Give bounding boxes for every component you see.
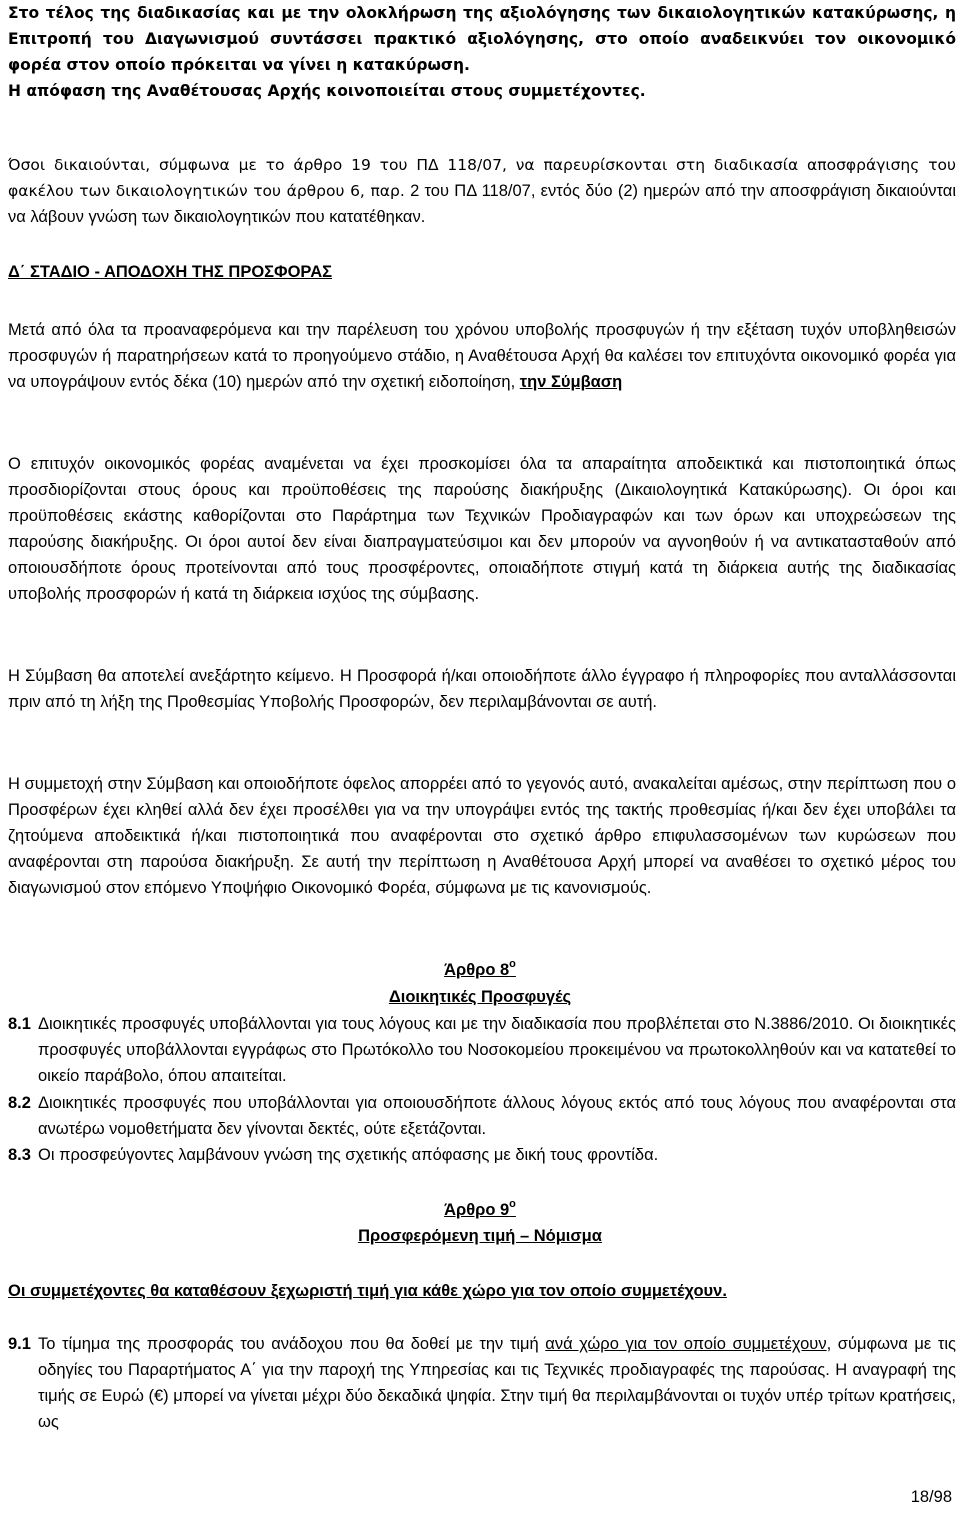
item-text-underlined: ανά χώρο για τον οποίο συμμετέχουν: [545, 1335, 827, 1353]
item-text: Οι προσφεύγοντες λαμβάνουν γνώση της σχετικής απόφασης με δική τους φροντίδα.: [38, 1146, 659, 1164]
list-item: [8, 1142, 956, 1168]
stage-heading: Δ΄ ΣΤΑΔΙΟ - ΑΠΟΔΟΧΗ ΤΗΣ ΠΡΟΣΦΟΡΑΣ: [8, 263, 333, 281]
item-text-a: Το τίμημα της προσφοράς του ανάδοχου που θα δοθεί με την τιμή: [38, 1335, 546, 1353]
list-item: [8, 1090, 956, 1142]
item-number: 8.3: [8, 1146, 31, 1164]
article-9-subtitle: Προσφερόμενη τιμή – Νόμισμα: [358, 1227, 602, 1245]
article-9-title-text: Άρθρο 9: [444, 1201, 510, 1219]
article-8-subtitle: Διοικητικές Προσφυγές: [388, 988, 572, 1006]
article-9-superscript: ο: [509, 1198, 516, 1210]
list-item: [8, 1011, 956, 1089]
article-8-title: [0, 957, 960, 983]
article-9-title: [0, 1197, 960, 1223]
paragraph-independent-contract: Η Σύμβαση θα αποτελεί ανεξάρτητο κείμενο. Η Προσφορά ή/και οποιοδήποτε άλλο έγγραφο ή πληροφορίες που ανταλλάσσονται πριν από τη λήξη της Προθεσμίας Υποβολής Προσφορών, δεν περιλαμβάνονται σε αυτή.: [8, 667, 956, 711]
item-number: 8.1: [8, 1015, 31, 1033]
separate-price-notice: Οι συμμετέχοντες θα καταθέσουν ξεχωριστή τιμή για κάθε χώρο για τον οποίο συμμετέχουν.: [8, 1282, 727, 1300]
item-number: 9.1: [8, 1335, 31, 1353]
article-8-superscript: ο: [509, 958, 516, 970]
page-number: 18/98: [910, 1488, 952, 1506]
paragraph-award-evaluation: [8, 0, 956, 104]
unsealing-rights-text-a: Όσοι δικαιούνται, σύμφωνα με το άρθρο 19 του ΠΔ 118/07, να παρευρίσκονται στη διαδικασία αποσφράγισης του φακέλου των δικαιολογητικών του άρθρου 6, παρ.: [8, 156, 956, 200]
item-text: Διοικητικές προσφυγές που υποβάλλονται για οποιουσδήποτε άλλους λόγους εκτός από τους λόγους που αναφέρονται στα ανωτέρω νομοθετήματα δεν γίνονται δεκτές, ούτε εξετάζονται.: [38, 1094, 956, 1138]
contract-emphasis: την Σύμβαση: [519, 373, 623, 391]
paragraph-participation-revoked: Η συμμετοχή στην Σύμβαση και οποιοδήποτε όφελος απορρέει από το γεγονός αυτό, ανακαλείται αμέσως, στην περίπτωση που ο Προσφέρων έχει κληθεί αλλά δεν έχει προσέλθει για να την υπογράψει εντός της τακτής προθεσμίας ή/και δεν έχει υποβάλει τα ζητούμενα αποδεικτικά ή/και πιστοποιητικά που αναφέρονται στο σχετικό άρθρο επιφυλασσομένων των κυρώσεων που αναφέρονται στη παρούσα διακήρυξη. Σε αυτή την περίπτωση η Αναθέτουσα Αρχή μπορεί να αναθέσει το σχετικό μέρος του διαγωνισμού στον επόμενο Υποψήφιο Οικονομικό Φορέα, σύμφωνα με τις κανονισμούς.: [8, 775, 956, 897]
item-text: Διοικητικές προσφυγές υποβάλλονται για τους λόγους και με την διαδικασία που προβλέπεται στο Ν.3886/2010. Οι διοικητικές προσφυγές υποβάλλονται εγγράφως στο Πρωτόκολλο του Νοσοκομείου προκειμένου να πρωτοκολληθούν και να κατατεθεί το οικείο παράβολο, όπου απαιτείται.: [38, 1015, 956, 1085]
contract-invitation-text: Μετά από όλα τα προαναφερόμενα και την παρέλευση του χρόνου υποβολής προσφυγών ή την εξέταση τυχόν υποβληθεισών προσφυγών ή παρατηρήσεων κατά το προηγούμενο στάδιο, η Αναθέτουσα Αρχή θα καλέσει τον επιτυχόντα οικονομικό φορέα για να υπογράψουν εντός δέκα (10) ημερών από την σχετική ειδοποίηση,: [8, 321, 956, 391]
award-evaluation-text: Στο τέλος της διαδικασίας και με την ολοκλήρωση της αξιολόγησης των δικαιολογητικών κατακύρωσης, η Επιτροπή του Διαγωνισμού συντάσσει πρακτικό αξιολόγησης, στο οποίο αναδεικνύει τον οικονομικό φορέα στον οποίο πρόκειται να γίνει η κατακύρωση.: [8, 4, 956, 74]
paragraph-winner-documents: Ο επιτυχόν οικονομικός φορέας αναμένεται να έχει προσκομίσει όλα τα απαραίτητα αποδεικτικά και πιστοποιητικά όπως προσδιορίζονται στους όρους και προϋποθέσεις της παρούσης διακήρυξης (Δικαιολογητικά Κατακύρωσης). Οι όροι και προϋποθέσεις εκάστης καθορίζονται στο Παράρτημα των Τεχνικών Προδιαγραφών και των όρων και υποχρεώσεων της παρούσης διακήρυξης. Οι όροι αυτοί δεν είναι διαπραγματεύσιμοι και δεν μπορούν να αγνοηθούν ή να αντικατασταθούν από οποιουσδήποτε όρους προτείνονται από τους προσφέροντες, οποιαδήποτε στιγμή κατά τη διάρκεια αυτής της διαδικασίας υποβολής προσφορών ή κατά τη διάρκεια ισχύος της σύμβασης.: [8, 455, 956, 603]
article-8-title-text: Άρθρο 8: [444, 961, 510, 979]
decision-notice-text: Η απόφαση της Αναθέτουσας Αρχής κοινοποιείται στους συμμετέχοντες.: [8, 82, 646, 100]
item-text-c: , σύμφωνα με τις οδηγίες του Παραρτήματος Α΄ για την παροχή της Υπηρεσίας και τις Τεχνικές προδιαγραφές της παρούσας. Η αναγραφή της τιμής σε Ευρώ (€) μπορεί να γίνεται μέχρι δύο δεκαδικά ψηφία. Στην τιμή θα περιλαμβάνονται οι τυχόν υπέρ τρίτων κρατήσεις, ως: [38, 1335, 957, 1431]
paragraph-contract-invitation: [8, 317, 956, 395]
item-number: 8.2: [8, 1094, 31, 1112]
paragraph-unsealing-rights: [8, 152, 956, 230]
list-item: [8, 1331, 956, 1435]
unsealing-rights-text-b: 2 του ΠΔ 118/07, εντός δύο (2) ημερών από την αποσφράγιση δικαιούνται να λάβουν γνώση των δικαιολογητικών που κατατέθηκαν.: [8, 182, 957, 226]
item-text: [38, 1331, 956, 1435]
